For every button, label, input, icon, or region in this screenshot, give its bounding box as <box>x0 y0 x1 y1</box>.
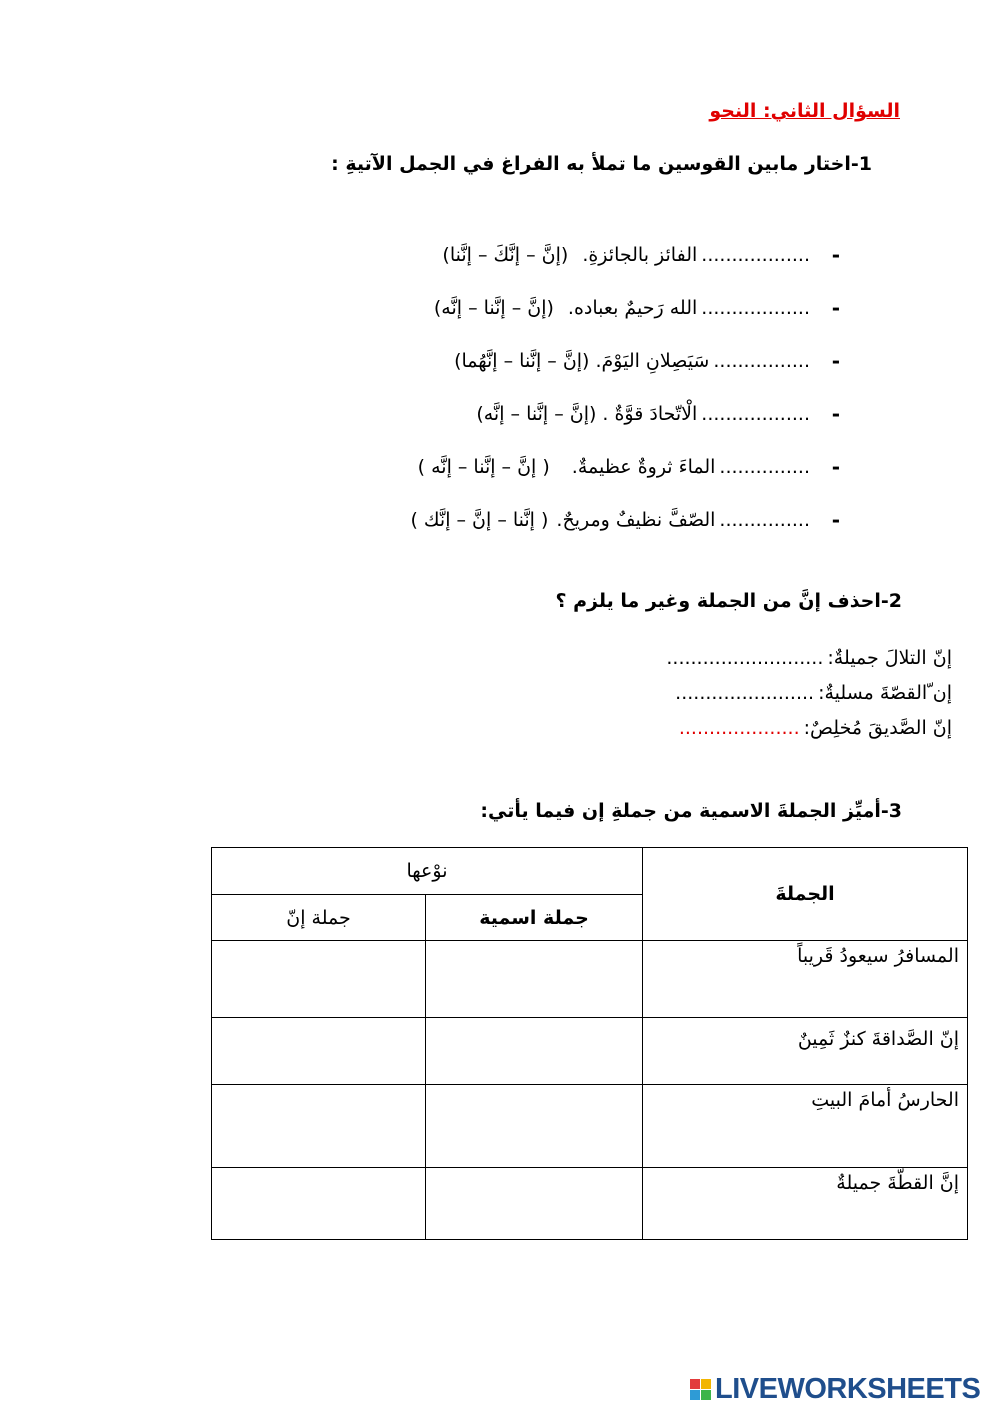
sentence-text: إن ّالقصّةَ مسليةٌ: <box>818 681 952 704</box>
list-item <box>240 281 840 334</box>
sentence-text: إنّ الصَّديقَ مُخلِصٌ: <box>803 716 952 739</box>
list-item <box>452 675 952 710</box>
choice-options: (إنَّ – إنَّكَ – إنَّنا) <box>442 243 569 266</box>
blank-field[interactable]: ....................... <box>675 681 815 704</box>
column-header-type: نوْعها <box>212 848 643 895</box>
answer-cell-nominal[interactable] <box>426 1168 643 1240</box>
sentence-text: الله رَحيمٌ بعباده. <box>567 296 698 319</box>
column-header-nominal: جملة اسمية <box>426 895 643 941</box>
table-row <box>212 1018 968 1085</box>
column-header-sentence: الجملةَ <box>643 848 968 941</box>
table-row <box>212 941 968 1018</box>
table-cell-sentence: إنّ الصَّداقةَ كنزٌ ثَمِينٌ <box>643 1018 968 1085</box>
question-1-list <box>240 228 840 546</box>
sentence-text: الصّفَّ نظيفٌ ومريحٌ. <box>556 508 716 531</box>
answer-cell-nominal[interactable] <box>426 941 643 1018</box>
table-cell-sentence: إنَّ القطّةَ جميلةٌ <box>643 1168 968 1240</box>
table-cell-sentence: المسافرُ سيعودُ قَريباً <box>643 941 968 1018</box>
bullet-dash: - <box>831 295 840 320</box>
answer-cell-inna[interactable] <box>212 1018 426 1085</box>
list-item <box>240 334 840 387</box>
list-item <box>240 493 840 546</box>
blank-field[interactable]: .................. <box>701 296 810 319</box>
sentence-text: الماءَ ثروةٌ عظيمةٌ. <box>571 455 716 478</box>
choice-options: (إنَّ – إنَّنا – إنَّه) <box>433 296 554 319</box>
question-3-heading: 3-أميِّز الجملةَ الاسمية من جملةِ إن فيما يأتي: <box>480 800 902 822</box>
sentence-text: الْاتّحادَ قوَّةٌ . <box>602 402 698 425</box>
blank-field[interactable]: ................ <box>713 349 810 372</box>
bullet-dash: - <box>831 242 840 267</box>
blank-field[interactable]: ............... <box>719 508 810 531</box>
list-item <box>452 640 952 675</box>
answer-cell-nominal[interactable] <box>426 1085 643 1168</box>
list-item <box>240 387 840 440</box>
answer-cell-nominal[interactable] <box>426 1018 643 1085</box>
answer-cell-inna[interactable] <box>212 1085 426 1168</box>
bullet-dash: - <box>831 507 840 532</box>
list-item <box>240 228 840 281</box>
choice-options: ( إنَّنا – إنَّ – إنَّك ) <box>410 508 549 531</box>
list-item <box>452 710 952 745</box>
answer-cell-inna[interactable] <box>212 941 426 1018</box>
table-row <box>212 1085 968 1168</box>
question-1-heading: 1-اختار مابين القوسين ما تملأ به الفراغ في الجمل الآتيةِ : <box>331 153 872 175</box>
sentence-text: سَيَصِلانِ اليَوْمَ. <box>595 349 710 372</box>
blank-field[interactable]: .......................... <box>666 646 824 669</box>
question-2-list <box>452 640 952 745</box>
classification-table <box>211 847 968 1240</box>
bullet-dash: - <box>831 348 840 373</box>
blank-field[interactable]: .................. <box>701 402 810 425</box>
bullet-dash: - <box>831 401 840 426</box>
blank-field[interactable]: .................. <box>701 243 810 266</box>
section-title: السؤال الثاني: النحو <box>709 100 900 122</box>
sentence-text: الفائز بالجائزةِ. <box>582 243 698 266</box>
bullet-dash: - <box>831 454 840 479</box>
question-2-heading: 2-احذف إنَّ من الجملة وغير ما يلزم ؟ <box>555 590 902 612</box>
table-row <box>212 1168 968 1240</box>
sentence-text: إنّ التلالَ جميلةٌ: <box>827 646 952 669</box>
table-cell-sentence: الحارسُ أمامَ البيتِ <box>643 1085 968 1168</box>
choice-options: (إنَّ – إنَّنا – إنَّه) <box>476 402 597 425</box>
blank-field[interactable]: .................... <box>678 716 800 739</box>
logo-grid-icon <box>690 1379 711 1400</box>
answer-cell-inna[interactable] <box>212 1168 426 1240</box>
liveworksheets-logo <box>690 1373 980 1405</box>
blank-field[interactable]: ............... <box>719 455 810 478</box>
list-item <box>240 440 840 493</box>
choice-options: (إنَّ – إنَّنا – إنَّهُما) <box>454 349 590 372</box>
choice-options: ( إنَّ – إنَّنا – إنَّه ) <box>417 455 550 478</box>
column-header-inna: جملة إنّ <box>212 895 426 941</box>
logo-text: LIVEWORKSHEETS <box>715 1372 981 1405</box>
